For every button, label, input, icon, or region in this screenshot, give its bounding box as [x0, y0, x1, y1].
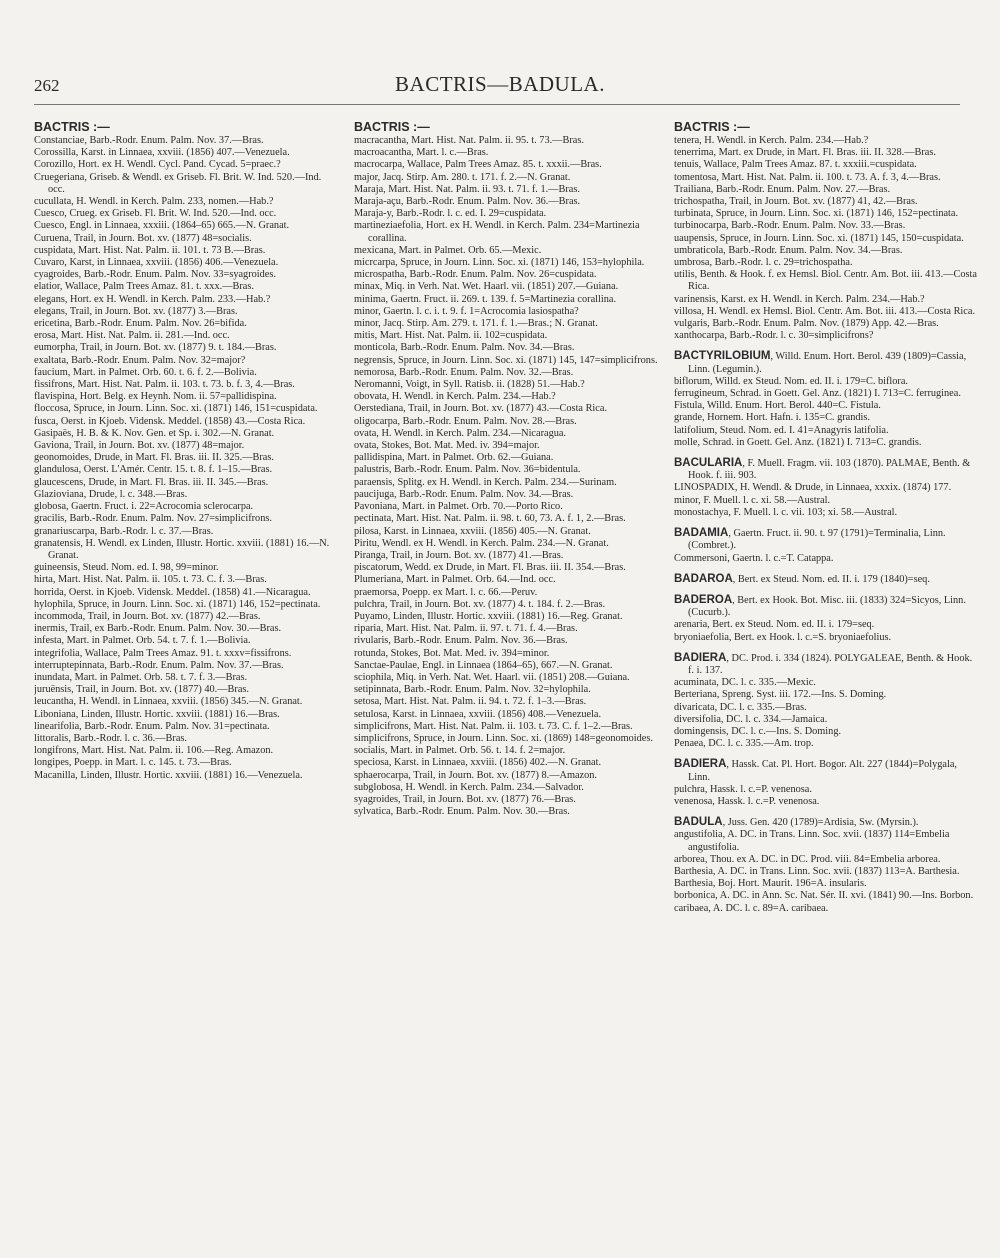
list-item: elegans, Trail, in Journ. Bot. xv. (1877) 3.—Bras. — [34, 305, 238, 317]
list-item: Neromanni, Voigt, in Syll. Ratisb. ii. (1828) 51.—Hab.? — [354, 379, 585, 391]
column-middle — [354, 120, 660, 1248]
list-item: interruptepinnata, Barb.-Rodr. Enum. Palm. Nov. 37.—Bras. — [34, 659, 284, 671]
list-item: domingensis, DC. l. c.—Ins. S. Doming. — [674, 725, 842, 737]
genus-name: BACTYRILOBIUM — [674, 350, 771, 363]
list-item: horrida, Oerst. in Kjoeb. Vidensk. Meddel. (1858) 41.—Nicaragua. — [34, 586, 311, 598]
list-item: fusca, Oerst. in Kjoeb. Vidensk. Meddel. (1858) 43.—Costa Rica. — [34, 415, 306, 427]
list-item: glaucescens, Drude, in Mart. Fl. Bras. iii. II. 345.—Bras. — [34, 476, 269, 488]
list-item: hylophila, Spruce, in Journ. Linn. Soc. xi. (1871) 146, 152=pectinata. — [34, 598, 321, 610]
list-item: cucullata, H. Wendl. in Kerch. Palm. 233, nomen.—Hab.? — [34, 196, 274, 208]
list-item: macrocarpa, Wallace, Palm Trees Amaz. 85. t. xxxii.—Bras. — [354, 159, 602, 171]
list-item: floccosa, Spruce, in Journ. Linn. Soc. xi. (1871) 146, 151=cuspidata. — [34, 403, 318, 415]
list-item: Cuvaro, Karst, in Linnaea, xxviii. (1856) 406.—Venezuela. — [34, 257, 279, 269]
list-item: Trailiana, Barb.-Rodr. Enum. Palm. Nov. 27.—Bras. — [674, 183, 891, 195]
list-item: exaltata, Barb.-Rodr. Enum. Palm. Nov. 32=major? — [34, 354, 246, 366]
page-number: 262 — [34, 76, 60, 95]
list-item: arborea, Thou. ex A. DC. in DC. Prod. viii. 84=Embelia arborea. — [674, 853, 941, 865]
genus-entry — [674, 573, 980, 586]
genus-name: BADAMIA — [674, 527, 729, 540]
list-item: minima, Gaertn. Fruct. ii. 269. t. 139. f. 5=Martinezia corallina. — [354, 293, 617, 305]
list-item: trichospatha, Trail, in Journ. Bot. xv. (1877) 41, 42.—Bras. — [674, 196, 918, 208]
genus-entry — [674, 594, 980, 619]
list-item: Macanilla, Linden, Illustr. Hortic. xxviii. (1881) 16.—Venezuela. — [34, 769, 303, 781]
list-item: longifrons, Mart. Hist. Nat. Palm. ii. 106.—Reg. Amazon. — [34, 745, 274, 757]
list-item: Corozillo, Hort. ex H. Wendl. Cycl. Pand. Cycad. 5=praec.? — [34, 159, 281, 171]
list-item: obovata, H. Wendl. in Kerch. Palm. 234.—Hab.? — [354, 391, 556, 403]
list-item: Piranga, Trail, in Journ. Bot. xv. (1877) 41.—Bras. — [354, 549, 564, 561]
list-item: Liboniana, Linden, Illustr. Hortic. xxviii. (1881) 16.—Bras. — [34, 708, 280, 720]
list-item: integrifolia, Wallace, Palm Trees Amaz. 91. t. xxxv=fissifrons. — [34, 647, 292, 659]
header-rule — [34, 104, 960, 105]
list-item: littoralis, Barb.-Rodr. l. c. 36.—Bras. — [34, 732, 188, 744]
list-item: Maraja, Mart. Hist. Nat. Palm. ii. 93. t. 71. f. 1.—Bras. — [354, 183, 580, 195]
list-item: uaupensis, Spruce, in Journ. Linn. Soc. xi. (1871) 145, 150=cuspidata. — [674, 232, 964, 244]
list-item: simplicifrons, Spruce, in Journ. Linn. Soc. xi. (1869) 148=geonomoides. — [354, 732, 653, 744]
list-item: mitis, Mart. Hist. Nat. Palm. ii. 102=cuspidata. — [354, 330, 548, 342]
list-item: globosa, Gaertn. Fruct. i. 22=Acrocomia sclerocarpa. — [34, 501, 254, 513]
genus-citation: , Juss. Gen. 420 (1789)=Ardisia, Sw. (Myrsin.). — [722, 817, 919, 829]
list-item: Cruegeriana, Griseb. & Wendl. ex Griseb. Fl. Brit. W. Ind. 520.—Ind. occ. — [34, 171, 322, 195]
list-item: latifolium, Steud. Nom. ed. I. 41=Anagyris latifolia. — [674, 424, 889, 436]
list-item: faucium, Mart. in Palmet. Orb. 60. t. 6. f. 2.—Bolivia. — [34, 366, 257, 378]
list-item: Sanctae-Paulae, Engl. in Linnaea (1864–65), 667.—N. Granat. — [354, 659, 613, 671]
list-item: granatensis, H. Wendl. ex Linden, Illustr. Hortic. xxviii. (1881) 16.—N. Granat. — [34, 537, 330, 561]
list-item: sphaerocarpa, Trail, in Journ. Bot. xv. (1877) 8.—Amazon. — [354, 769, 597, 781]
column-right — [674, 120, 980, 1248]
list-item: molle, Schrad. in Goett. Gel. Anz. (1821) I. 713=C. grandis. — [674, 436, 922, 448]
list-item: Penaea, DC. l. c. 335.—Am. trop. — [674, 738, 814, 750]
list-item: Piritu, Wendl. ex H. Wendl. in Kerch. Palm. 234.—N. Granat. — [354, 537, 609, 549]
list-item: tenera, H. Wendl. in Kerch. Palm. 234.—Hab.? — [674, 135, 869, 146]
list-item: Commersoni, Gaertn. l. c.=T. Catappa. — [674, 552, 834, 564]
list-item: arenaria, Bert. ex Steud. Nom. ed. II. i. 179=seq. — [674, 619, 875, 631]
list-item: Pavoniana, Mart. in Palmet. Orb. 70.—Porto Rico. — [354, 501, 563, 513]
list-item: bryoniaefolia, Bert. ex Hook. l. c.=S. bryoniaefolius. — [674, 631, 892, 643]
list-item: negrensis, Spruce, in Journ. Linn. Soc. xi. (1871) 145, 147=simplicifrons. — [354, 354, 658, 366]
list-item: umbraticola, Barb.-Rodr. Enum. Palm. Nov. 34.—Bras. — [674, 244, 903, 256]
list-item: sciophila, Miq. in Verh. Nat. Wet. Haarl. vii. (1851) 208.—Guiana. — [354, 671, 630, 683]
entry-list — [354, 135, 660, 818]
list-item: guineensis, Steud. Nom. ed. I. 98, 99=minor. — [34, 562, 219, 574]
entry-list — [34, 135, 340, 782]
list-item: setipinnata, Barb.-Rodr. Enum. Palm. Nov. 32=hylophila. — [354, 684, 591, 696]
list-item: elatior, Wallace, Palm Trees Amaz. 81. t. xxx.—Bras. — [34, 281, 254, 293]
page-title: BACTRIS—BADULA. — [395, 72, 605, 96]
list-item: Plumeriana, Mart. in Palmet. Orb. 64.—Ind. occ. — [354, 574, 556, 586]
list-item: leucantha, H. Wendl. in Linnaea, xxviii. (1856) 345.—N. Granat. — [34, 696, 303, 708]
genus-name: BADULA — [674, 816, 723, 829]
list-item: palustris, Barb.-Rodr. Enum. Palm. Nov. 36=bidentula. — [354, 464, 581, 476]
list-item: tenuis, Wallace, Palm Trees Amaz. 87. t. xxxiii.=cuspidata. — [674, 159, 917, 171]
list-item: LINOSPADIX, H. Wendl. & Drude, in Linnaea, xxxix. (1874) 177. — [674, 482, 952, 494]
genus-citation: , Bert. ex Steud. Nom. ed. II. i. 179 (1840)=seq. — [732, 573, 930, 585]
list-item: pectinata, Mart. Hist. Nat. Palm. ii. 98. t. 60, 73. A. f. 1, 2.—Bras. — [354, 513, 626, 525]
list-item: minor, F. Muell. l. c. xi. 58.—Austral. — [674, 494, 831, 506]
list-item: pulchra, Trail, in Journ. Bot. xv. (1877) 4. t. 184. f. 2.—Bras. — [354, 598, 606, 610]
list-item: hirta, Mart. Hist. Nat. Palm. ii. 105. t. 73. C. f. 3.—Bras. — [34, 574, 267, 586]
list-item: paraensis, Splitg. ex H. Wendl. in Kerch. Palm. 234.—Surinam. — [354, 476, 617, 488]
list-item: rivularis, Barb.-Rodr. Enum. Palm. Nov. 36.—Bras. — [354, 635, 568, 647]
list-item: praemorsa, Poepp. ex Mart. l. c. 66.—Peruv. — [354, 586, 538, 598]
list-item: mexicana, Mart. in Palmet. Orb. 65.—Mexic. — [354, 244, 542, 256]
list-item: piscatorum, Wedd. ex Drude, in Mart. Fl. Bras. iii. II. 354.—Bras. — [354, 562, 626, 574]
genus-citation: , Gaertn. Fruct. ii. 90. t. 97 (1791)=Terminalia, Linn. (Combret.). — [688, 528, 946, 552]
list-item: setosa, Mart. Hist. Nat. Palm. ii. 94. t. 72. f. 1–3.—Bras. — [354, 696, 587, 708]
list-item: pilosa, Karst. in Linnaea, xxviii. (1856) 405.—N. Granat. — [354, 525, 591, 537]
list-item: angustifolia, A. DC. in Trans. Linn. Soc. xvii. (1837) 114=Embelia angustifolia. — [674, 829, 950, 853]
genus-name: BADEROA — [674, 593, 733, 606]
list-item: micrcarpa, Spruce, in Journ. Linn. Soc. xi. (1871) 146, 153=hylophila. — [354, 257, 645, 269]
genus-citation: , Bert. ex Hook. Bot. Misc. iii. (1833) 324=Sicyos, Linn. (Cucurb.). — [688, 594, 966, 619]
text-columns — [34, 120, 980, 1248]
list-item: vulgaris, Barb.-Rodr. Enum. Palm. Nov. (1879) App. 42.—Bras. — [674, 318, 939, 330]
list-item: minor, Gaertn. l. c. i. t. 9. f. 1=Acrocomia lasiospatha? — [354, 305, 579, 317]
list-item: Cuesco, Engl. in Linnaea, xxxiii. (1864–65) 665.—N. Granat. — [34, 220, 290, 232]
list-item: subglobosa, H. Wendl. in Kerch. Palm. 234.—Salvador. — [354, 781, 584, 793]
list-item: ovata, Stokes, Bot. Mat. Med. iv. 394=major. — [354, 440, 540, 452]
list-item: minor, Jacq. Stirp. Am. 279. t. 171. f. 1.—Bras.; N. Granat. — [354, 318, 598, 330]
list-item: Berteriana, Spreng. Syst. iii. 172.—Ins. S. Doming. — [674, 689, 887, 701]
list-item: Gasipaës, H. B. & K. Nov. Gen. et Sp. i. 302.—N. Granat. — [34, 427, 275, 439]
entry-list — [674, 135, 980, 342]
list-item: varinensis, Karst. ex H. Wendl. in Kerch. Palm. 234.—Hab.? — [674, 293, 925, 305]
list-item: Cuesco, Crueg. ex Griseb. Fl. Brit. W. Ind. 520.—Ind. occ. — [34, 208, 277, 220]
genus-name: BADIERA — [674, 651, 727, 664]
list-item: cuspidata, Mart. Hist. Nat. Palm. ii. 101. t. 73 B.—Bras. — [34, 244, 266, 256]
list-item: ferrugineum, Schrad. in Goett. Gel. Anz. (1821) I. 713=C. ferruginea. — [674, 388, 961, 400]
genus-citation: , F. Muell. Fragm. vii. 103 (1870). PALMAE, Benth. & Hook. f. iii. 903. — [688, 458, 971, 482]
list-item: Corossilla, Karst. in Linnaea, xxviii. (1856) 407.—Venezuela. — [34, 147, 290, 159]
list-item: setulosa, Karst. in Linnaea, xxviii. (1856) 408.—Venezuela. — [354, 708, 602, 720]
list-item: venenosa, Hassk. l. c.=P. venenosa. — [674, 795, 820, 807]
list-item: divaricata, DC. l. c. 335.—Bras. — [674, 701, 807, 713]
list-item: ericetina, Barb.-Rodr. Enum. Palm. Nov. 26=bifida. — [34, 318, 247, 330]
genus-entry — [674, 758, 980, 783]
genus-list — [674, 350, 980, 914]
list-item: geonomoides, Drude, in Mart. Fl. Bras. iii. II. 325.—Bras. — [34, 452, 274, 464]
list-item: caribaea, A. DC. l. c. 89=A. caribaea. — [674, 902, 829, 914]
list-item: martineziaefolia, Hort. ex H. Wendl. in Kerch. Palm. 234=Martinezia corallina. — [354, 220, 640, 244]
list-item: Gaviona, Trail, in Journ. Bot. xv. (1877) 48=major. — [34, 440, 245, 452]
list-item: Puyamo, Linden, Illustr. Hortic. xxviii. (1881) 16.—Reg. Granat. — [354, 610, 623, 622]
list-item: macroacantha, Mart. l. c.—Bras. — [354, 147, 489, 159]
list-item: Maraja-y, Barb.-Rodr. l. c. ed. I. 29=cuspidata. — [354, 208, 547, 220]
list-item: Oerstediana, Trail, in Journ. Bot. xv. (1877) 43.—Costa Rica. — [354, 403, 608, 415]
list-item: sylvatica, Barb.-Rodr. Enum. Palm. Nov. 30.—Bras. — [354, 806, 570, 818]
list-item: Barthesia, Boj. Hort. Maurit. 196=A. insularis. — [674, 878, 867, 890]
list-item: utilis, Benth. & Hook. f. ex Hemsl. Biol. Centr. Am. Bot. iii. 413.—Costa Rica. — [674, 269, 977, 293]
list-item: eumorpha, Trail, in Journ. Bot. xv. (1877) 9. t. 184.—Bras. — [34, 342, 277, 354]
list-item: turbinata, Spruce, in Journ. Linn. Soc. xi. (1871) 146, 152=pectinata. — [674, 208, 959, 220]
list-item: socialis, Mart. in Palmet. Orb. 56. t. 14. f. 2=major. — [354, 745, 566, 757]
list-item: oligocarpa, Barb.-Rodr. Enum. Palm. Nov. 28.—Bras. — [354, 415, 577, 427]
list-item: Barthesia, A. DC. in Trans. Linn. Soc. xvii. (1837) 113=A. Barthesia. — [674, 865, 960, 877]
genus-entry — [674, 350, 980, 375]
column-left — [34, 120, 340, 1248]
list-item: macracantha, Mart. Hist. Nat. Palm. ii. 95. t. 73.—Bras. — [354, 135, 584, 146]
list-item: tomentosa, Mart. Hist. Nat. Palm. ii. 100. t. 73. A. f. 3, 4.—Bras. — [674, 171, 941, 183]
list-item: inermis, Trail, ex Barb.-Rodr. Enum. Palm. Nov. 30.—Bras. — [34, 623, 282, 635]
column-heading: BACTRIS :— — [674, 120, 750, 134]
list-item: villosa, H. Wendl. ex Hemsl. Biol. Centr. Am. Bot. iii. 413.—Costa Rica. — [674, 305, 976, 317]
list-item: infesta, Mart. in Palmet. Orb. 54. t. 7. f. 1.—Bolivia. — [34, 635, 251, 647]
list-item: cyagroides, Barb.-Rodr. Enum. Palm. Nov. 33=syagroides. — [34, 269, 276, 281]
genus-name: BADAROA — [674, 572, 733, 585]
list-item: borbonica, A. DC. in Ann. Sc. Nat. Sér. II. xvi. (1841) 90.—Ins. Borbon. — [674, 890, 974, 902]
list-item: glandulosa, Oerst. L'Amér. Centr. 15. t. 8. f. 1–15.—Bras. — [34, 464, 273, 476]
genus-entry — [674, 652, 980, 677]
column-heading: BACTRIS :— — [354, 120, 430, 134]
list-item: Curuena, Trail, in Journ. Bot. xv. (1877) 48=socialis. — [34, 232, 252, 244]
list-item: turbinocarpa, Barb.-Rodr. Enum. Palm. Nov. 33.—Bras. — [674, 220, 906, 232]
list-item: juruënsis, Trail, in Journ. Bot. xv. (1877) 40.—Bras. — [34, 684, 249, 696]
genus-entry — [674, 457, 980, 482]
list-item: erosa, Mart. Hist. Nat. Palm. ii. 281.—Ind. occ. — [34, 330, 230, 342]
list-item: grande, Hornem. Hort. Hafn. i. 135=C. grandis. — [674, 412, 870, 424]
list-item: syagroides, Trail, in Journ. Bot. xv. (1877) 76.—Bras. — [354, 793, 576, 805]
genus-name: BACULARIA — [674, 457, 743, 470]
list-item: umbrosa, Barb.-Rodr. l. c. 29=trichospatha. — [674, 257, 853, 269]
list-item: granariuscarpa, Barb.-Rodr. l. c. 37.—Bras. — [34, 525, 214, 537]
list-item: pulchra, Hassk. l. c.=P. venenosa. — [674, 783, 812, 795]
list-item: gracilis, Barb.-Rodr. Enum. Palm. Nov. 27=simplicifrons. — [34, 513, 272, 525]
list-item: microspatha, Barb.-Rodr. Enum. Palm. Nov. 26=cuspidata. — [354, 269, 597, 281]
list-item: pallidispina, Mart. in Palmet. Orb. 62.—Guiana. — [354, 452, 554, 464]
column-heading: BACTRIS :— — [34, 120, 110, 134]
genus-entry — [674, 527, 980, 552]
genus-citation: , DC. Prod. i. 334 (1824). POLYGALEAE, Benth. & Hook. f. i. 137. — [688, 652, 973, 676]
list-item: linearifolia, Barb.-Rodr. Enum. Palm. Nov. 31=pectinata. — [34, 720, 270, 732]
list-item: Constanciae, Barb.-Rodr. Enum. Palm. Nov. 37.—Bras. — [34, 135, 264, 146]
list-item: incommoda, Trail, in Journ. Bot. xv. (1877) 42.—Bras. — [34, 610, 261, 622]
list-item: monticola, Barb.-Rodr. Enum. Palm. Nov. 34.—Bras. — [354, 342, 575, 354]
list-item: ovata, H. Wendl. in Kerch. Palm. 234.—Nicaragua. — [354, 427, 567, 439]
list-item: diversifolia, DC. l. c. 334.—Jamaica. — [674, 713, 828, 725]
list-item: elegans, Hort. ex H. Wendl. in Kerch. Palm. 233.—Hab.? — [34, 293, 271, 305]
list-item: monostachya, F. Muell. l. c. vii. 103; xi. 58.—Austral. — [674, 506, 898, 518]
list-item: nemorosa, Barb.-Rodr. Enum. Palm. Nov. 32.—Bras. — [354, 366, 574, 378]
list-item: longipes, Poepp. in Mart. l. c. 145. t. 73.—Bras. — [34, 757, 232, 769]
list-item: minax, Miq. in Verh. Nat. Wet. Haarl. vii. (1851) 207.—Guiana. — [354, 281, 619, 293]
list-item: tenerrima, Mart. ex Drude, in Mart. Fl. Bras. iii. II. 328.—Bras. — [674, 147, 936, 159]
list-item: major, Jacq. Stirp. Am. 280. t. 171. f. 2.—N. Granat. — [354, 171, 571, 183]
list-item: Maraja-açu, Barb.-Rodr. Enum. Palm. Nov. 36.—Bras. — [354, 196, 581, 208]
list-item: biflorum, Willd. ex Steud. Nom. ed. II. i. 179=C. biflora. — [674, 375, 908, 387]
genus-name: BADIERA — [674, 758, 727, 771]
list-item: Glazioviana, Drude, l. c. 348.—Bras. — [34, 488, 188, 500]
list-item: inundata, Mart. in Palmet. Orb. 58. t. 7. f. 3.—Bras. — [34, 671, 248, 683]
genus-citation: , Willd. Enum. Hort. Berol. 439 (1809)=Cassia, Linn. (Legumin.). — [688, 351, 967, 375]
list-item: simplicifrons, Mart. Hist. Nat. Palm. ii. 103. t. 73. C. f. 1–2.—Bras. — [354, 720, 633, 732]
list-item: riparia, Mart. Hist. Nat. Palm. ii. 97. t. 71. f. 4.—Bras. — [354, 623, 578, 635]
list-item: acuminata, DC. l. c. 335.—Mexic. — [674, 677, 816, 689]
list-item: xanthocarpa, Barb.-Rodr. l. c. 30=simplicifrons? — [674, 330, 874, 342]
list-item: fissifrons, Mart. Hist. Nat. Palm. ii. 103. t. 73. b. f. 3, 4.—Bras. — [34, 379, 295, 391]
genus-entry — [674, 816, 980, 829]
list-item: paucijuga, Barb.-Rodr. Enum. Palm. Nov. 34.—Bras. — [354, 488, 574, 500]
list-item: speciosa, Karst. in Linnaea, xxviii. (1856) 402.—N. Granat. — [354, 757, 602, 769]
list-item: flavispina, Hort. Belg. ex Heynh. Nom. ii. 57=pallidispina. — [34, 391, 277, 403]
list-item: rotunda, Stokes, Bot. Mat. Med. iv. 394=minor. — [354, 647, 550, 659]
genus-citation: , Hassk. Cat. Pl. Hort. Bogor. Alt. 227 (1844)=Polygala, Linn. — [688, 759, 958, 783]
list-item: Fistula, Willd. Enum. Hort. Berol. 440=C. Fistula. — [674, 400, 881, 412]
